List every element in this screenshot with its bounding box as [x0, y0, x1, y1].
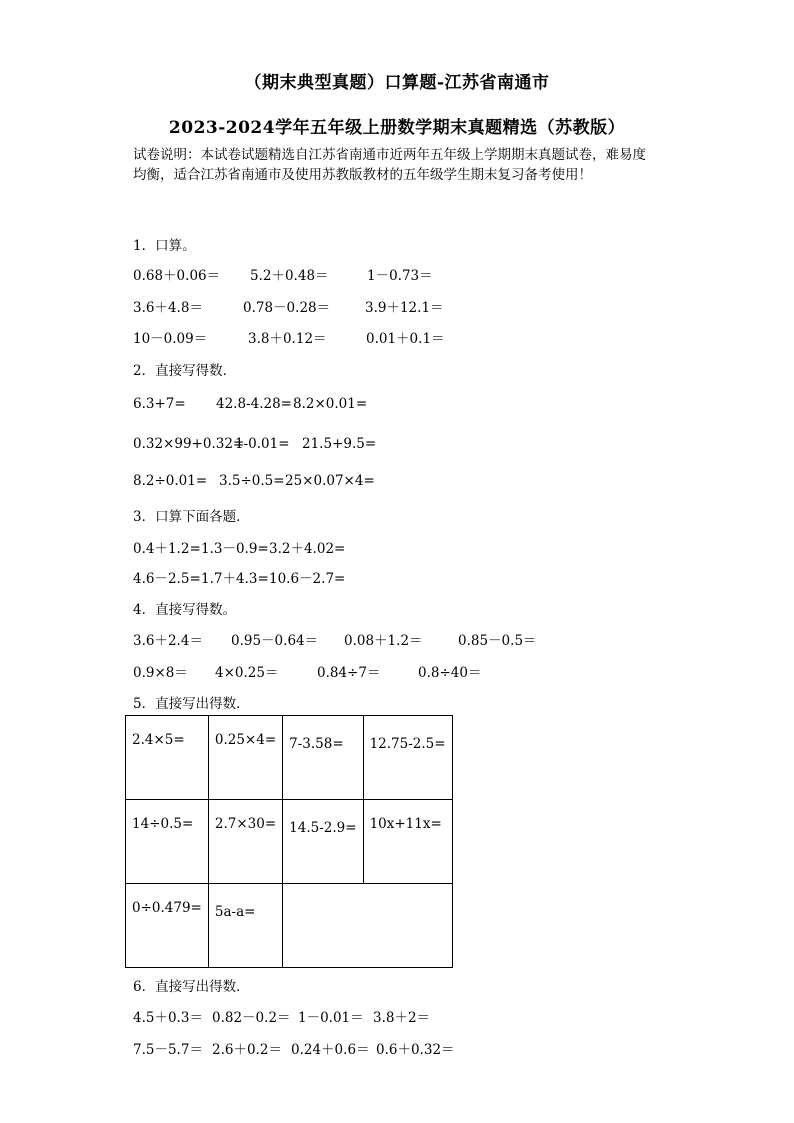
- section-heading: 5．直接写出得数．: [133, 696, 250, 712]
- problem: 3.8＋2＝: [373, 1010, 431, 1026]
- table-cell: 12.75-2.5=: [363, 716, 452, 800]
- problem-table: [125, 715, 453, 968]
- problem: 1-0.01=: [235, 436, 290, 452]
- problem: 0.6＋0.32＝: [376, 1042, 455, 1058]
- table-row: [126, 800, 453, 884]
- problem: 3.8＋0.12＝: [248, 331, 327, 347]
- problem: 0.01＋0.1＝: [366, 331, 445, 347]
- problem: 0.82－0.2＝: [212, 1010, 291, 1026]
- problem: 1.7＋4.3=: [201, 571, 269, 587]
- table-cell: 14÷0.5=: [126, 800, 209, 884]
- section-heading: 2．直接写得数．: [133, 363, 237, 379]
- table-cell: 2.7×30=: [208, 800, 282, 884]
- problem: 0.8÷40＝: [418, 665, 482, 681]
- table-cell: 0÷0.479=: [126, 884, 209, 968]
- problem: 0.95－0.64＝: [231, 633, 319, 649]
- problem: 0.85－0.5＝: [458, 633, 537, 649]
- exam-note: [133, 145, 673, 185]
- exam-note-line: 均衡，适合江苏省南通市及使用苏教版教材的五年级学生期末复习备考使用！: [133, 167, 592, 183]
- table-row: [126, 716, 453, 800]
- problem: 0.84÷7＝: [317, 665, 381, 681]
- problem: 0.24＋0.6＝: [291, 1042, 370, 1058]
- problem: 6.3+7=: [133, 396, 186, 412]
- problem: 3.6＋4.8＝: [133, 300, 203, 316]
- section-heading: 6．直接写出得数．: [133, 979, 250, 995]
- problem: 1－0.01＝: [298, 1010, 364, 1026]
- table-cell: 2.4×5=: [126, 716, 209, 800]
- page-title: （期末典型真题）口算题-江苏省南通市: [244, 73, 550, 93]
- page-subtitle: 2023-2024学年五年级上册数学期末真题精选（苏教版）: [168, 118, 626, 138]
- table-cell: 7-3.58=: [283, 716, 363, 800]
- problem: 2.6＋0.2＝: [212, 1042, 282, 1058]
- problem: 1.3－0.9=: [201, 541, 269, 557]
- problem: 10.6－2.7=: [269, 571, 346, 587]
- problem: 3.5÷0.5=: [219, 473, 285, 489]
- section-heading: 1．口算。: [133, 238, 196, 254]
- problem: 42.8-4.28=: [216, 396, 292, 412]
- problem: 4.6－2.5=: [133, 571, 201, 587]
- problem: 3.2＋4.02=: [269, 541, 346, 557]
- problem: 7.5－5.7＝: [133, 1042, 203, 1058]
- problem: 5.2＋0.48＝: [250, 268, 329, 284]
- problem: 10－0.09＝: [133, 331, 208, 347]
- section-heading: 3．口算下面各题．: [133, 509, 250, 525]
- problem: 0.9×8＝: [133, 665, 188, 681]
- problem: 1－0.73＝: [367, 268, 433, 284]
- problem: 3.6＋2.4＝: [133, 633, 203, 649]
- table-cell: 10x+11x=: [363, 800, 452, 884]
- table-cell: 0.25×4=: [208, 716, 282, 800]
- table-row: [126, 884, 453, 968]
- section-heading: 4．直接写得数。: [133, 602, 237, 618]
- problem: 3.9＋12.1＝: [365, 300, 444, 316]
- problem: 0.78－0.28＝: [243, 300, 331, 316]
- exam-note-line: 试卷说明：本试卷试题精选自江苏省南通市近两年五年级上学期期末真题试卷，难易度: [133, 147, 646, 163]
- problem: 0.4＋1.2=: [133, 541, 201, 557]
- problem: 4×0.25＝: [215, 665, 279, 681]
- table-cell-empty: [283, 884, 452, 968]
- table-cell: 5a-a=: [208, 884, 282, 968]
- problem: 0.08＋1.2＝: [344, 633, 423, 649]
- problem: 8.2÷0.01=: [133, 473, 208, 489]
- problem: 21.5+9.5=: [302, 436, 377, 452]
- table-cell: 14.5-2.9=: [283, 800, 363, 884]
- problem: 0.68＋0.06＝: [133, 268, 221, 284]
- problem: 4.5＋0.3＝: [133, 1010, 203, 1026]
- problem: 0.32×99+0.32=: [133, 436, 245, 452]
- problem: 8.2×0.01=: [293, 396, 368, 412]
- problem: 25×0.07×4=: [285, 473, 375, 489]
